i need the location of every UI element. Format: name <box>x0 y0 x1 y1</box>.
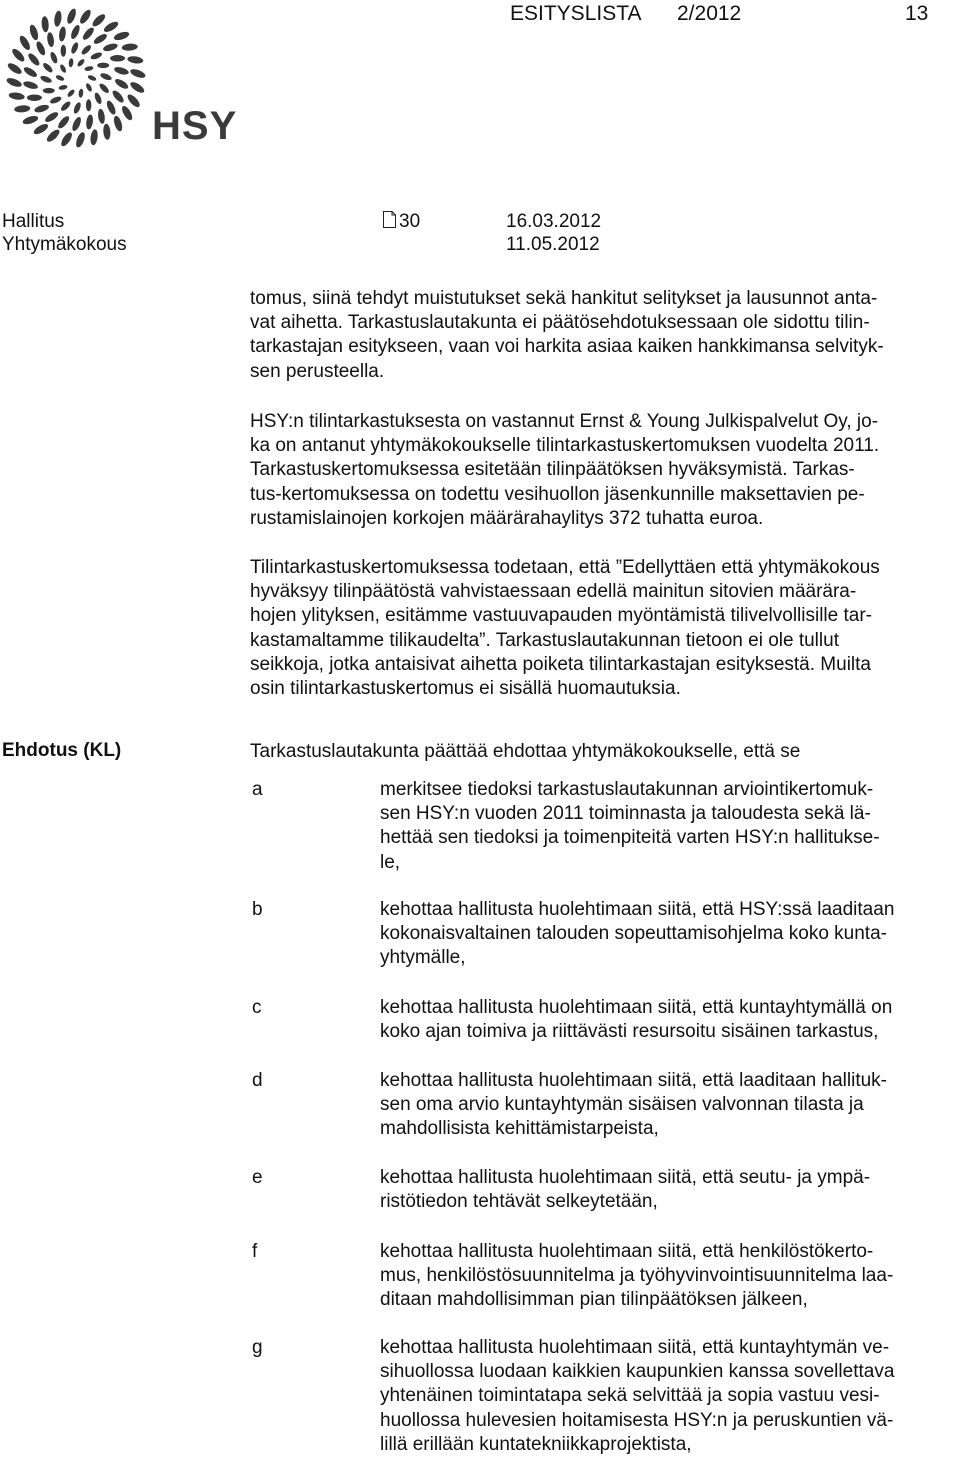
logo-ray <box>74 131 86 148</box>
proposal-intro <box>250 740 956 764</box>
item-letter: c <box>252 997 262 1018</box>
item-letter: f <box>252 1241 258 1262</box>
logo-ray <box>58 26 66 42</box>
logo-ray <box>35 40 47 56</box>
list-item <box>380 898 956 971</box>
document-type: ESITYSLISTA <box>510 2 642 25</box>
logo-ray <box>43 88 55 94</box>
text-line: kokonaisvaltainen talouden sopeuttamisohjelma koko kunta- <box>380 923 887 945</box>
text-line: mus, henkilöstösuunnitelma ja työhyvinvointisuunnitelma laa- <box>380 1265 894 1287</box>
logo-ray <box>68 58 74 67</box>
logo-ray <box>26 52 41 68</box>
logo-ray <box>127 55 144 64</box>
logo-ray <box>22 114 39 126</box>
text-line: kehottaa hallitusta huolehtimaan siitä, että laaditaan hallituk- <box>380 1070 887 1091</box>
text-line: hojen ylityksen, esitämme vastuuvapauden myöntämistä tilivelvollisille tar- <box>250 605 872 627</box>
text-line: kastamaltamme tilikaudelta”. Tarkastuslautakunnan tietoon ei ole tullut <box>250 629 839 651</box>
logo-ray <box>60 100 72 112</box>
logo-ray <box>66 88 75 98</box>
logo-ray <box>78 8 93 25</box>
text-line: merkitsee tiedoksi tarkastuslautakunnan arviointikertomuk- <box>380 779 874 800</box>
paragraph-1 <box>250 287 956 384</box>
logo-ray <box>111 89 126 105</box>
logo-ray <box>61 45 67 57</box>
logo-ray <box>71 116 83 132</box>
logo-ray <box>45 128 61 144</box>
text-line: hyväksyy tilinpäätöstä vahvistaessaan edellä mainitun sitovien määrära- <box>250 581 857 603</box>
item-letter: g <box>252 1337 263 1358</box>
text-line: HSY:n tilintarkastuksesta on vastannut Ernst & Young Julkispalvelut Oy, jo- <box>250 411 879 432</box>
logo-ray <box>5 76 22 88</box>
logo-ray <box>113 30 130 42</box>
list-item <box>380 1166 956 1214</box>
logo-ray <box>65 7 77 24</box>
logo-ray <box>103 124 111 141</box>
logo-ray <box>80 44 92 56</box>
logo-ray <box>102 20 119 34</box>
logo-ray <box>27 94 42 101</box>
item-letter: d <box>252 1070 263 1091</box>
list-item <box>380 1240 956 1313</box>
text-line: ditaan mahdollisimman pian tilinpäätöksen jälkeen, <box>380 1289 808 1311</box>
issue-number: 2/2012 <box>677 2 742 25</box>
meeting-date-2: 11.05.2012 <box>506 234 600 255</box>
logo-ray <box>92 32 108 46</box>
logo-ray <box>42 62 54 74</box>
logo-ray <box>110 55 125 62</box>
text-line: huollossa hulevesien hoitamisesta HSY:n ja peruskuntien vä- <box>380 1409 894 1431</box>
list-item <box>380 1336 956 1457</box>
text-line: Tarkastuslautakunta päättää ehdottaa yhtymäkokoukselle, että se <box>250 741 801 762</box>
page-number: 13 <box>905 2 929 25</box>
logo-ray <box>53 10 62 27</box>
logo-ray <box>86 99 92 111</box>
item-letter: e <box>252 1167 263 1188</box>
item-letter: a <box>252 779 263 800</box>
logo-ray <box>91 12 107 28</box>
logo-ray <box>44 110 60 124</box>
logo-ray <box>59 64 67 74</box>
logo-ray <box>93 92 103 105</box>
text-line: kehottaa hallitusta huolehtimaan siitä, että HSY:ssä laaditaan <box>380 899 895 920</box>
logo-ray <box>6 61 23 76</box>
logo-ray <box>46 32 55 48</box>
logo-ray <box>22 80 38 90</box>
logo-ray <box>39 74 52 84</box>
logo-ray <box>99 72 112 82</box>
logo-ray <box>97 108 106 124</box>
logo-ray <box>97 63 109 69</box>
paragraph-3 <box>250 556 956 701</box>
logo-ray <box>129 80 146 95</box>
logo-ray <box>102 42 118 53</box>
logo-ray <box>8 92 25 101</box>
logo-ray <box>49 51 59 64</box>
logo-ray <box>32 122 49 136</box>
meeting-body-2: Yhtymäkokous <box>2 234 127 255</box>
logo-ray <box>70 41 80 54</box>
text-line: kehottaa hallitusta huolehtimaan siitä, että seutu- ja ympä- <box>380 1167 871 1188</box>
logo-ray <box>90 51 103 61</box>
text-line: tarkastajan esitykseen, vaan voi harkita asiaa kaiken hankkimansa selvityk- <box>250 336 884 358</box>
text-line: seikkoja, jotka antaisivat aihetta poiketa tilintarkastajan esityksestä. Muilta <box>250 653 871 675</box>
text-line: mahdollisista kehittämistarpeista, <box>380 1118 659 1140</box>
text-line: vat aihetta. Tarkastuslautakunta ei päätösehdotuksessaan ole sidottu tilin- <box>250 312 870 334</box>
logo-ray <box>105 99 117 115</box>
logo-ray <box>49 95 62 105</box>
logo-ray <box>113 66 129 76</box>
section-number: 30 <box>399 211 421 232</box>
text-line: koko ajan toimiva ja riittävästi resursoitu sisäinen tarkastus, <box>380 1021 879 1043</box>
text-line: kehottaa hallitusta huolehtimaan siitä, että kuntayhtymällä on <box>380 997 893 1018</box>
text-line: Tilintarkastuskertomuksessa todetaan, että ”Edellyttäen että yhtymäkokous <box>250 557 880 578</box>
logo-ray <box>22 65 38 79</box>
paragraph-2 <box>250 410 956 531</box>
logo-ray <box>114 77 130 91</box>
logo-ray <box>76 58 85 68</box>
logo-ray <box>122 43 139 51</box>
text-line: kehottaa hallitusta huolehtimaan siitä, että henkilöstökerto- <box>380 1241 874 1262</box>
logo-ray <box>18 34 32 51</box>
hsy-logo <box>4 4 238 154</box>
logo-ray <box>56 115 71 131</box>
list-item <box>380 778 956 875</box>
logo-ray <box>28 24 40 41</box>
proposal-label: Ehdotus (KL) <box>2 740 122 761</box>
logo-ray <box>98 82 110 94</box>
text-line: ka on antanut yhtymäkokoukselle tilintarkastuskertomuksen vuodelta 2011. <box>250 435 880 457</box>
logo-ray <box>84 66 94 72</box>
text-line: yhtenäinen toimintatapa sekä selvittää ja sopia vastuu vesi- <box>380 1385 880 1407</box>
text-line: tus-kertomuksessa on todettu vesihuollon jäsenkunnille maksettavien pe- <box>250 483 865 505</box>
item-letter: b <box>252 899 263 920</box>
logo-ray <box>85 114 93 130</box>
text-line: sen perusteella. <box>250 360 385 382</box>
text-line: tomus, siinä tehdyt muistutukset sekä hankitut selitykset ja lausunnot anta- <box>250 288 878 309</box>
logo-ray <box>129 67 146 79</box>
logo-ray <box>41 16 49 33</box>
logo-ray <box>112 115 124 132</box>
text-line: le, <box>380 851 401 873</box>
meeting-body-1: Hallitus <box>2 211 65 232</box>
logo-ray <box>87 74 97 82</box>
text-line: yhtymälle, <box>380 947 466 969</box>
logo-ray <box>59 131 74 148</box>
logo-ray <box>90 129 99 146</box>
logo-ray <box>69 24 81 40</box>
logo-ray <box>14 105 31 113</box>
list-item <box>380 1069 956 1142</box>
logo-ray <box>58 84 68 90</box>
text-line: ristötiedon tehtävät selkeytetään, <box>380 1191 658 1213</box>
logo-text: HSY <box>152 104 238 148</box>
logo-ray <box>78 88 84 97</box>
logo-ray <box>72 101 82 114</box>
logo-ray <box>120 104 134 121</box>
text-line: sen HSY:n vuoden 2011 toiminnasta ja taloudesta sekä lä- <box>380 803 871 825</box>
logo-ray <box>34 103 50 114</box>
logo-ray <box>81 26 96 42</box>
document-icon <box>383 211 396 228</box>
logo-ray <box>85 82 93 92</box>
text-line: lillä erillään kuntatekniikkaprojektista, <box>380 1433 692 1455</box>
meeting-date-1: 16.03.2012 <box>506 211 602 232</box>
list-item <box>380 996 956 1044</box>
text-line: kehottaa hallitusta huolehtimaan siitä, että kuntayhtymän ve- <box>380 1337 890 1358</box>
logo-ray <box>126 93 142 109</box>
text-line: osin tilintarkastuskertomus ei sisällä huomautuksia. <box>250 678 681 700</box>
text-line: sen oma arvio kuntayhtymän sisäisen valvonnan tilasta ja <box>380 1094 864 1116</box>
text-line: sihuollossa luodaan kaikkien kaupunkien kanssa sovellettava <box>380 1361 895 1383</box>
text-line: hettää sen tiedoksi ja toimenpiteitä varten HSY:n hallitukse- <box>380 827 880 849</box>
text-line: Tarkastuskertomuksessa esitetään tilinpäätöksen hyväksymistä. Tarkas- <box>250 459 855 481</box>
logo-ray <box>10 47 26 63</box>
logo-ray <box>55 74 65 82</box>
text-line: rustamislainojen korkojen määrärahaylitys 372 tuhatta euroa. <box>250 507 764 529</box>
